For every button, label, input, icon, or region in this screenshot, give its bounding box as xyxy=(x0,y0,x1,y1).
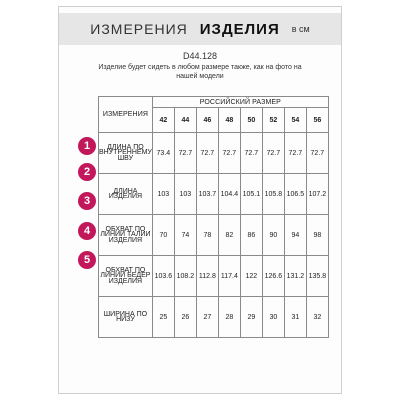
header-unit: в см xyxy=(291,24,310,34)
table-cell: 32 xyxy=(306,297,328,338)
table-cell: 103.7 xyxy=(196,174,218,215)
header-left-text: ИЗМЕРЕНИЯ xyxy=(90,21,188,37)
table-cell: 117.4 xyxy=(218,256,240,297)
table-row xyxy=(99,174,329,215)
size-header: 44 xyxy=(174,108,196,133)
row-label: ДЛИНА ПО ВНУТРЕННЕМУ ШВУ xyxy=(99,133,153,174)
table-cell: 126.6 xyxy=(262,256,284,297)
table-cell: 107.2 xyxy=(306,174,328,215)
table-cell: 131.2 xyxy=(284,256,306,297)
table-cell: 104.4 xyxy=(218,174,240,215)
size-header: 52 xyxy=(262,108,284,133)
row-number-badge: 4 xyxy=(78,222,96,240)
table-cell: 72.7 xyxy=(306,133,328,174)
table-cell: 98 xyxy=(306,215,328,256)
table-cell: 26 xyxy=(174,297,196,338)
size-header: 54 xyxy=(284,108,306,133)
table-cell: 103 xyxy=(174,174,196,215)
size-header: 46 xyxy=(196,108,218,133)
table-cell: 27 xyxy=(196,297,218,338)
table-cell: 108.2 xyxy=(174,256,196,297)
table-cell: 72.7 xyxy=(284,133,306,174)
table-cell: 72.7 xyxy=(174,133,196,174)
table-cell: 78 xyxy=(196,215,218,256)
fit-note: Изделие будет сидеть в любом размере также, как на фото на нашей модели xyxy=(98,64,302,80)
table-row xyxy=(99,133,329,174)
table-cell: 29 xyxy=(240,297,262,338)
row-label: ОБХВАТ ПО ЛИНИИ ТАЛИИ ИЗДЕЛИЯ xyxy=(99,215,153,256)
table-cell: 28 xyxy=(218,297,240,338)
table-cell: 105.1 xyxy=(240,174,262,215)
table-cell: 73.4 xyxy=(152,133,174,174)
table-cell: 72.7 xyxy=(262,133,284,174)
table-cell: 103.6 xyxy=(152,256,174,297)
size-header: 42 xyxy=(152,108,174,133)
table-cell: 112.8 xyxy=(196,256,218,297)
table-cell: 135.8 xyxy=(306,256,328,297)
table-cell: 105.8 xyxy=(262,174,284,215)
row-number-badge: 2 xyxy=(78,163,96,181)
size-table xyxy=(98,96,329,338)
table-cell: 31 xyxy=(284,297,306,338)
table-cell: 72.7 xyxy=(196,133,218,174)
row-number-badge: 5 xyxy=(78,251,96,269)
table-cell: 72.7 xyxy=(240,133,262,174)
table-cell: 30 xyxy=(262,297,284,338)
row-number-badge: 1 xyxy=(78,137,96,155)
table-group-label: РОССИЙСКИЙ РАЗМЕР xyxy=(152,97,328,108)
table-cell: 94 xyxy=(284,215,306,256)
table-cell: 106.5 xyxy=(284,174,306,215)
row-label: ДЛИНА ИЗДЕЛИЯ xyxy=(99,174,153,215)
table-row xyxy=(99,297,329,338)
row-number-badge: 3 xyxy=(78,192,96,210)
table-cell: 86 xyxy=(240,215,262,256)
table-cell: 82 xyxy=(218,215,240,256)
size-header: 50 xyxy=(240,108,262,133)
table-cell: 122 xyxy=(240,256,262,297)
header-band xyxy=(59,13,341,45)
table-corner-label: ИЗМЕРЕНИЯ xyxy=(99,97,153,133)
table-cell: 103 xyxy=(152,174,174,215)
row-label: ОБХВАТ ПО ЛИНИИ БЕДЕР ИЗДЕЛИЯ xyxy=(99,256,153,297)
table-cell: 90 xyxy=(262,215,284,256)
size-header: 48 xyxy=(218,108,240,133)
size-header: 56 xyxy=(306,108,328,133)
table-row xyxy=(99,215,329,256)
article-code: D44.128 xyxy=(182,51,218,61)
table-cell: 70 xyxy=(152,215,174,256)
table-cell: 74 xyxy=(174,215,196,256)
row-label: ШИРИНА ПО НИЗУ xyxy=(99,297,153,338)
table-cell: 25 xyxy=(152,297,174,338)
table-row xyxy=(99,256,329,297)
header-title: ИЗДЕЛИЯ xyxy=(199,20,280,38)
table-cell: 72.7 xyxy=(218,133,240,174)
